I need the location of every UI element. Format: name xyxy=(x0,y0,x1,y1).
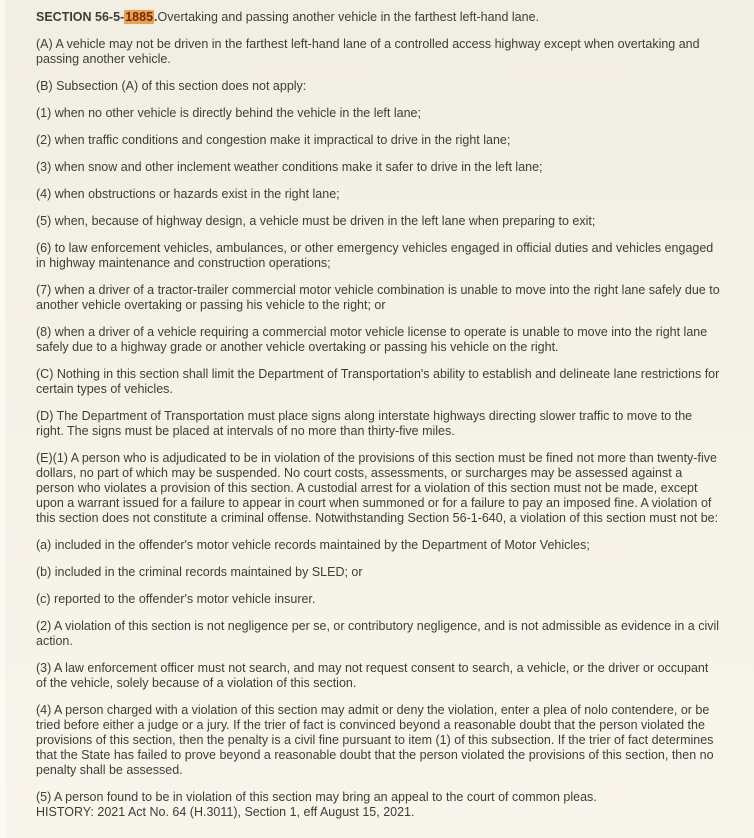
history-line: HISTORY: 2021 Act No. 64 (H.3011), Section 1, eff August 15, 2021. xyxy=(36,805,415,819)
statute-paragraph: (c) reported to the offender's motor vehicle insurer. xyxy=(36,592,316,606)
section-number-suffix: . xyxy=(154,10,158,24)
statute-paragraph: (2) A violation of this section is not negligence per se, or contributory negligence, and is not admissible as evidence in a civil action. xyxy=(36,619,720,648)
search-highlight: 1885 xyxy=(125,10,154,24)
section-title: Overtaking and passing another vehicle in the farthest left-hand lane. xyxy=(157,10,540,24)
statute-paragraph: (b) included in the criminal records maintained by SLED; or xyxy=(36,565,363,579)
statute-paragraph: (D) The Department of Transportation must place signs along interstate highways directing slower traffic to move to the right. The signs must be placed at intervals of no more than thirty-five miles. xyxy=(36,409,693,438)
page-edge-strip xyxy=(0,0,5,838)
section-heading xyxy=(36,10,722,25)
statute-paragraph: (5) when, because of highway design, a vehicle must be driven in the left lane when preparing to exit; xyxy=(36,214,596,228)
statute-paragraph: (B) Subsection (A) of this section does not apply: xyxy=(36,79,307,93)
statute-paragraph: (A) A vehicle may not be driven in the farthest left-hand lane of a controlled access highway except when overtaking and passing another vehicle. xyxy=(36,37,700,66)
statute-paragraph: (5) A person found to be in violation of this section may bring an appeal to the court of common pleas. xyxy=(36,790,597,804)
statute-paragraph: (a) included in the offender's motor vehicle records maintained by the Department of Motor Vehicles; xyxy=(36,538,590,552)
statute-paragraph: (E)(1) A person who is adjudicated to be in violation of the provisions of this section must be fined not more than twenty-five dollars, no part of which may be suspended. No court costs, assessments, or surcharges may be assessed against a person who violates a provision of this section. A custodial arrest for a violation of this section must not be made, except upon a warrant issued for a failure to appear in court when summoned or for a failure to pay an imposed fine. A violation of this section does not constitute a criminal offense. Notwithstanding Section 56-1-640, a violation of this section must not be: xyxy=(36,451,719,525)
statute-paragraph: (1) when no other vehicle is directly behind the vehicle in the left lane; xyxy=(36,106,421,120)
statute-paragraph: (3) A law enforcement officer must not search, and may not request consent to search, a vehicle, or the driver or occupant of the vehicle, solely because of a violation of this section. xyxy=(36,661,709,690)
statute-paragraph: (2) when traffic conditions and congestion make it impractical to drive in the right lane; xyxy=(36,133,511,147)
statute-paragraph: (3) when snow and other inclement weather conditions make it safer to drive in the left lane; xyxy=(36,160,543,174)
statute-paragraph: (4) when obstructions or hazards exist in the right lane; xyxy=(36,187,340,201)
statute-paragraph: (C) Nothing in this section shall limit the Department of Transportation's ability to establish and delineate lane restrictions for certain types of vehicles. xyxy=(36,367,720,396)
statute-paragraph: (6) to law enforcement vehicles, ambulances, or other emergency vehicles engaged in official duties and vehicles engaged in highway maintenance and construction operations; xyxy=(36,241,714,270)
statute-body xyxy=(36,37,722,805)
statute-paragraph: (4) A person charged with a violation of this section may admit or deny the violation, enter a plea of nolo contendere, or be tried before either a judge or a jury. If the trier of fact is convinced beyond a reasonable doubt that the person violated the provisions of this section, then the penalty is a civil fine pursuant to item (1) of this subsection. If the trier of fact determines that the State has failed to prove beyond a reasonable doubt that the person violated the provisions of this section, then no penalty shall be assessed. xyxy=(36,703,714,777)
statute-paragraph: (7) when a driver of a tractor-trailer commercial motor vehicle combination is unable to move into the right lane safely due to another vehicle overtaking or passing his vehicle to the right; or xyxy=(36,283,720,312)
section-number-prefix: SECTION 56-5- xyxy=(36,10,125,24)
statute-paragraph: (8) when a driver of a vehicle requiring a commercial motor vehicle license to operate is unable to move into the right lane safely due to a highway grade or another vehicle overtaking or passing his vehicle on the right. xyxy=(36,325,708,354)
